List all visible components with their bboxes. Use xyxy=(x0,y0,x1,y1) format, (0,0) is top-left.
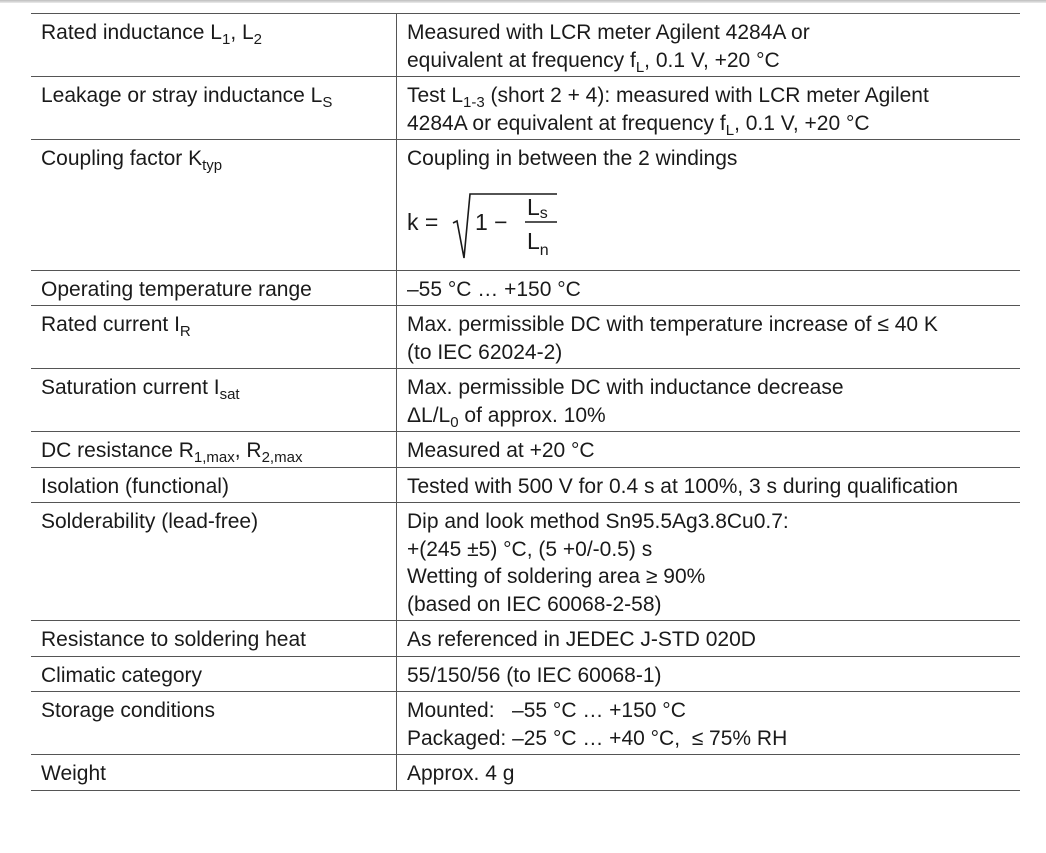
formula-lhs: k = xyxy=(407,208,439,235)
formula-numerator: Ls xyxy=(527,193,548,222)
row-value: Mounted: –55 °C … +150 °C Packaged: –25 °C … +40 °C, ≤ 75% RH xyxy=(397,692,1021,755)
table-row xyxy=(31,755,1020,791)
specification-table xyxy=(31,13,1020,791)
row-value: –55 °C … +150 °C xyxy=(397,270,1021,306)
table-row xyxy=(31,503,1020,621)
row-value: Coupling in between the 2 windings k = 1 − Ls $L_n$ xyxy=(397,140,1021,271)
row-label: Coupling factor $K_{typ}$ xyxy=(31,140,397,271)
table-row xyxy=(31,140,1020,271)
table-row xyxy=(31,77,1020,140)
row-value: Dip and look method Sn95.5Ag3.8Cu0.7: +(245 ±5) °C, (5 +0/-0.5) s Wetting of soldering area ≥ 90% (based on IEC 60068-2-58) xyxy=(397,503,1021,621)
row-value: Measured with LCR meter Agilent 4284A or equivalent at frequency $f_L$, 0.1 V, +20 °C xyxy=(397,14,1021,77)
row-label: Leakage or stray inductance $L_S$ xyxy=(31,77,397,140)
row-value: Test $L_{1-3}$ (short 2 + 4): measured with LCR meter Agilent 4284A or equivalent at frequency $f_L$, 0.1 V, +20 °C xyxy=(397,77,1021,140)
formula-denominator: $L_n$ xyxy=(527,227,549,259)
row-label: Operating temperature range xyxy=(31,270,397,306)
row-label: Solderability (lead-free) xyxy=(31,503,397,621)
row-label: Rated current $I_R$ xyxy=(31,306,397,369)
table-row xyxy=(31,270,1020,306)
formula-one-minus: 1 − xyxy=(475,208,508,235)
table-row xyxy=(31,14,1020,77)
row-value: Tested with 500 V for 0.4 s at 100%, 3 s during qualification xyxy=(397,467,1021,503)
row-label: Storage conditions xyxy=(31,692,397,755)
row-value: 55/150/56 (to IEC 60068-1) xyxy=(397,656,1021,692)
row-label: Saturation current $I_{sat}$ xyxy=(31,369,397,432)
coupling-formula xyxy=(407,173,1010,268)
coupling-formula-graphic xyxy=(407,187,587,267)
table-row xyxy=(31,692,1020,755)
row-value: Approx. 4 g xyxy=(397,755,1021,791)
table-row xyxy=(31,306,1020,369)
row-value: Max. permissible DC with inductance decrease $\Delta L/L_0$ of approx. 10% xyxy=(397,369,1021,432)
row-value: As referenced in JEDEC J-STD 020D xyxy=(397,621,1021,657)
row-value: Measured at +20 °C xyxy=(397,432,1021,468)
table-row xyxy=(31,656,1020,692)
row-label: Climatic category xyxy=(31,656,397,692)
table-row xyxy=(31,432,1020,468)
row-label: Rated inductance $L_1$, $L_2$ xyxy=(31,14,397,77)
row-label: Resistance to soldering heat xyxy=(31,621,397,657)
table-row xyxy=(31,369,1020,432)
table-row xyxy=(31,467,1020,503)
row-label: DC resistance $R_{1,max}$, $R_{2,max}$ xyxy=(31,432,397,468)
row-label: Weight xyxy=(31,755,397,791)
row-value: Max. permissible DC with temperature increase of ≤ 40 K (to IEC 62024-2) xyxy=(397,306,1021,369)
table-row xyxy=(31,621,1020,657)
row-label: Isolation (functional) xyxy=(31,467,397,503)
top-divider xyxy=(0,0,1046,3)
